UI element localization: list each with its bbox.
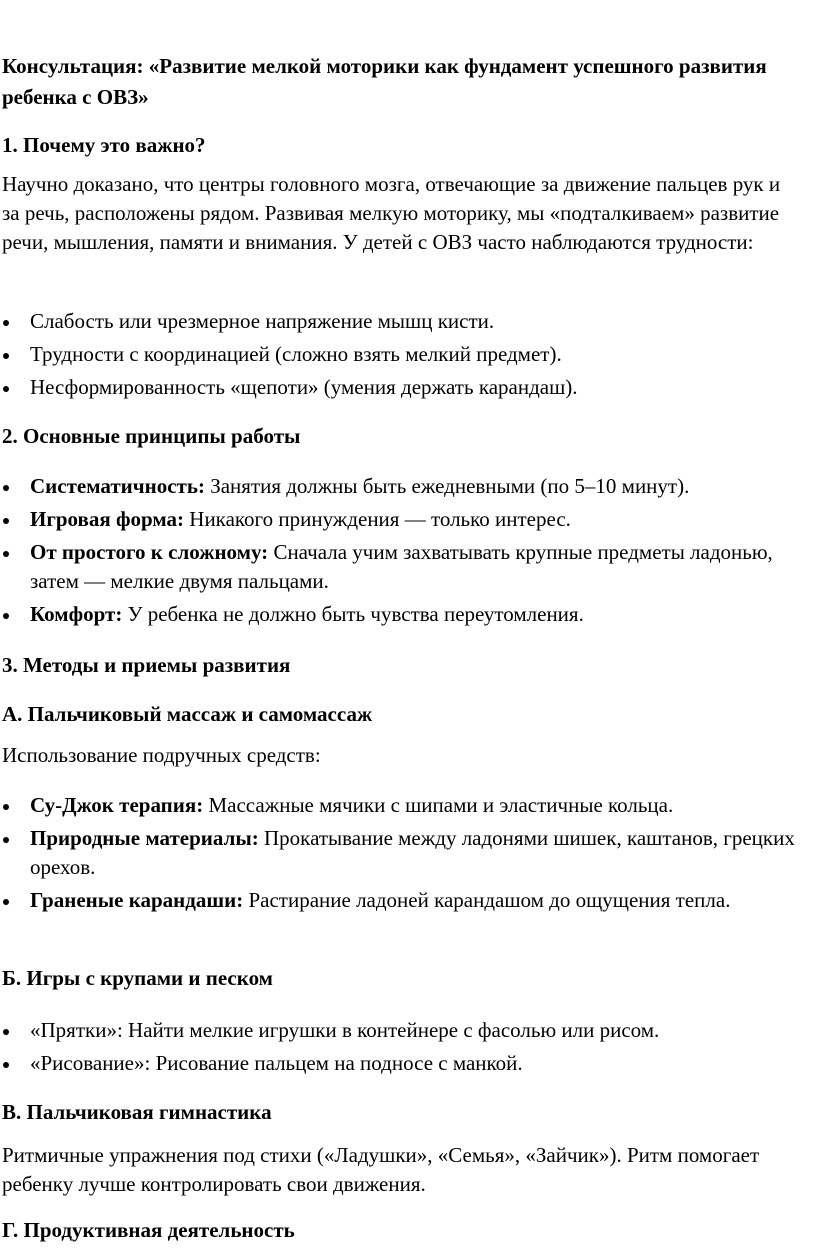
bullet-icon [3, 1062, 9, 1068]
section-3-heading: 3. Методы и приемы развития [2, 653, 291, 677]
list-item: Слабость или чрезмерное напряжение мышц кисти. [0, 307, 800, 336]
subsection-v-heading: В. Пальчиковая гимнастика [2, 1100, 272, 1124]
list-item: Игровая форма: Никакого принуждения — только интерес. [0, 505, 800, 534]
subsection-v-paragraph: Ритмичные упражнения под стихи («Ладушки», «Семья», «Зайчик»). Ритм помогает ребенку лучше контролировать свои движения. [2, 1143, 760, 1196]
subsection-g-heading: Г. Продуктивная деятельность [2, 1218, 295, 1242]
document-title: Консультация: «Развитие мелкой моторики как фундамент успешного развития ребенка с ОВЗ» [2, 54, 767, 109]
bullet-icon [3, 485, 9, 491]
bullet-icon [3, 518, 9, 524]
bullet-icon [3, 320, 9, 326]
bullet-icon [3, 551, 9, 557]
bullet-icon [3, 899, 9, 905]
subsection-a-list [0, 791, 816, 915]
list-item: Комфорт: У ребенка не должно быть чувства переутомления. [0, 600, 800, 629]
section-1-list [0, 307, 816, 402]
bullet-icon [3, 386, 9, 392]
subsection-b-list [0, 1016, 816, 1078]
list-item: Трудности с координацией (сложно взять мелкий предмет). [0, 340, 800, 369]
list-item: Граненые карандаши: Растирание ладоней карандашом до ощущения тепла. [0, 886, 800, 915]
list-item: «Прятки»: Найти мелкие игрушки в контейнере с фасолью или рисом. [0, 1016, 800, 1045]
bullet-icon [3, 837, 9, 843]
subsection-a-heading: А. Пальчиковый массаж и самомассаж [2, 702, 373, 726]
section-2-heading: 2. Основные принципы работы [2, 424, 301, 448]
list-item: Систематичность: Занятия должны быть ежедневными (по 5–10 минут). [0, 472, 800, 501]
section-1-heading: 1. Почему это важно? [2, 133, 206, 157]
bullet-icon [3, 1029, 9, 1035]
bullet-icon [3, 353, 9, 359]
list-item: Несформированность «щепоти» (умения держать карандаш). [0, 373, 800, 402]
section-1-paragraph: Научно доказано, что центры головного мозга, отвечающие за движение пальцев рук и за речь, расположены рядом. Развивая мелкую моторику, мы «подталкиваем» развитие речи, мышления, памяти и внимания. У детей с ОВЗ часто наблюдаются трудности: [2, 172, 781, 254]
subsection-b-heading: Б. Игры с крупами и песком [2, 966, 273, 990]
list-item: «Рисование»: Рисование пальцем на подносе с манкой. [0, 1049, 800, 1078]
list-item: Су-Джок терапия: Массажные мячики с шипами и эластичные кольца. [0, 791, 800, 820]
bullet-icon [3, 613, 9, 619]
list-item: От простого к сложному: Сначала учим захватывать крупные предметы ладонью, затем — мелкие двумя пальцами. [0, 538, 800, 596]
section-2-list [0, 472, 816, 629]
subsection-a-paragraph: Использование подручных средств: [2, 743, 321, 767]
list-item: Природные материалы: Прокатывание между ладонями шишек, каштанов, грецких орехов. [0, 824, 800, 882]
bullet-icon [3, 804, 9, 810]
